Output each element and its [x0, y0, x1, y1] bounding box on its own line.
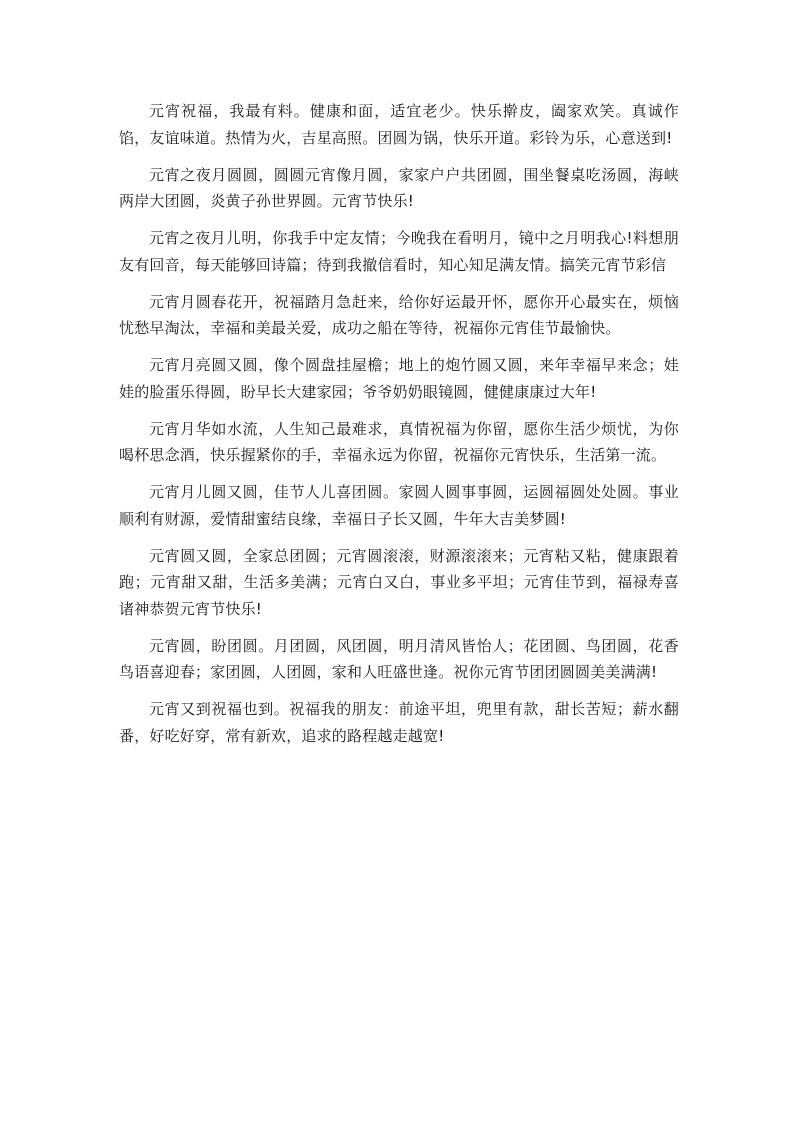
paragraph: 元宵月亮圆又圆，像个圆盘挂屋檐；地上的炮竹圆又圆，来年幸福早来念；娃娃的脸蛋乐得圆，盼早长大建家园；爷爷奶奶眼镜圆，健健康康过大年!	[119, 356, 679, 401]
paragraph: 元宵又到祝福也到。祝福我的朋友：前途平坦，兜里有款，甜长苦短；薪水翻番，好吃好穿，常有新欢，追求的路程越走越宽!	[119, 700, 679, 745]
paragraph: 元宵月儿圆又圆，佳节人儿喜团圆。家圆人圆事事圆，运圆福圆处处圆。事业顺利有财源，爱情甜蜜结良缘，幸福日子长又圆，牛年大吉美梦圆!	[119, 483, 679, 528]
paragraph: 元宵圆又圆，全家总团圆；元宵圆滚滚，财源滚滚来；元宵粘又粘，健康跟着跑；元宵甜又甜，生活多美满；元宵白又白，事业多平坦；元宵佳节到，福禄寿喜诸神恭贺元宵节快乐!	[119, 546, 679, 618]
paragraph: 元宵月华如水流，人生知己最难求，真情祝福为你留，愿你生活少烦忧，为你喝杯思念酒，快乐握紧你的手，幸福永远为你留，祝福你元宵快乐，生活第一流。	[119, 419, 679, 464]
paragraph: 元宵祝福，我最有料。健康和面，适宜老少。快乐擀皮，阖家欢笑。真诚作馅，友谊味道。热情为火，吉星高照。团圆为锅，快乐开道。彩铃为乐，心意送到!	[119, 102, 679, 147]
paragraph: 元宵圆，盼团圆。月团圆，风团圆，明月清风皆怡人；花团圆、鸟团圆，花香鸟语喜迎春；家团圆，人团圆，家和人旺盛世逢。祝你元宵节团团圆圆美美满满!	[119, 636, 679, 681]
document-body	[119, 98, 679, 760]
paragraph: 元宵之夜月圆圆，圆圆元宵像月圆，家家户户共团圆，围坐餐桌吃汤圆，海峡两岸大团圆，炎黄子孙世界圆。元宵节快乐!	[119, 165, 679, 210]
paragraph: 元宵月圆春花开，祝福踏月急赶来，给你好运最开怀，愿你开心最实在，烦恼忧愁早淘汰，幸福和美最关爱，成功之船在等待，祝福你元宵佳节最愉快。	[119, 292, 679, 337]
paragraph: 元宵之夜月儿明，你我手中定友情；今晚我在看明月，镜中之月明我心!料想朋友有回音，每天能够回诗篇；待到我撤信看时，知心知足满友情。搞笑元宵节彩信	[119, 229, 679, 274]
